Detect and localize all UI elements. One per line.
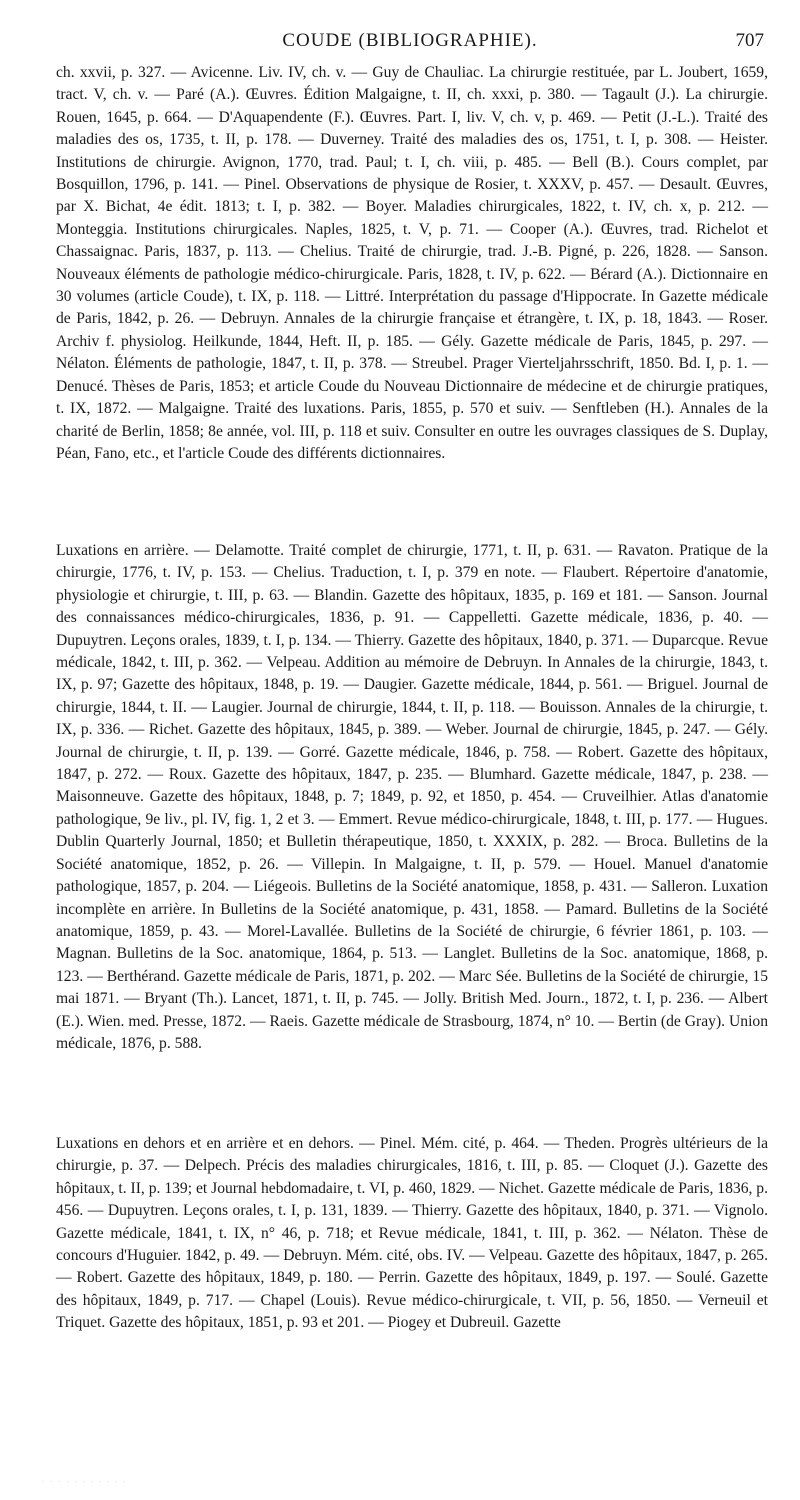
page-number: 707 [735, 30, 764, 51]
scan-artifact-mark: · · · · · · · · · · · [42, 1478, 128, 1486]
bibliography-lateral-dislocations [56, 1133, 768, 1335]
paragraph-luxations-en-arriere: Luxations en arrière. — Delamotte. Traité complet de chirurgie, 1771, t. II, p. 631. — Ravaton. Pratique de la chirurgie, 1776, t. IV, p. 153. — Chelius. Traduction, t. I, p. 379 en note. — Flaubert. Répertoire d'anatomie, physiologie et chirurgie, t. III, p. 63. — Blandin. Gazette des hôpitaux, 1835, p. 169 et 181. — Sanson. Journal des connaissances médico-chirurgicales, 1836, p. 91. — Cappelletti. Gazette médicale, 1836, p. 40. — Dupuytren. Leçons orales, 1839, t. I, p. 134. — Thierry. Gazette des hôpitaux, 1840, p. 371. — Duparcque. Revue médicale, 1842, t. III, p. 362. — Velpeau. Addition au mémoire de Debruyn. In Annales de la chirurgie, 1843, t. IX, p. 97; Gazette des hôpitaux, 1848, p. 19. — Daugier. Gazette médicale, 1844, p. 561. — Briguel. Journal de chirurgie, 1844, t. II. — Laugier. Journal de chirurgie, 1844, t. II, p. 118. — Bouisson. Annales de la chirurgie, t. IX, p. 336. — Richet. Gazette des hôpitaux, 1845, p. 389. — Weber. Journal de chirurgie, 1845, p. 247. — Gély. Journal de chirurgie, t. II, p. 139. — Gorré. Gazette médicale, 1846, p. 758. — Robert. Gazette des hôpitaux, 1847, p. 272. — Roux. Gazette des hôpitaux, 1847, p. 235. — Blumhard. Gazette médicale, 1847, p. 238. — Maisonneuve. Gazette des hôpitaux, 1848, p. 7; 1849, p. 92, et 1850, p. 454. — Cruveilhier. Atlas d'anatomie pathologique, 9e liv., pl. IV, fig. 1, 2 et 3. — Emmert. Revue médico-chirurgicale, 1848, t. III, p. 177. — Hugues. Dublin Quarterly Journal, 1850; et Bulletin thérapeutique, 1850, t. XXXIX, p. 282. — Broca. Bulletins de la Société anatomique, 1852, p. 26. — Villepin. In Malgaigne, t. II, p. 579. — Houel. Manuel d'anatomie pathologique, 1857, p. 204. — Liégeois. Bulletins de la Société anatomique, 1858, p. 431. — Salleron. Luxation incomplète en arrière. In Bulletins de la Société anatomique, p. 431, 1858. — Pamard. Bulletins de la Société anatomique, 1859, p. 43. — Morel-Lavallée. Bulletins de la Société de chirurgie, 6 février 1861, p. 103. — Magnan. Bulletins de la Soc. anatomique, 1864, p. 513. — Langlet. Bulletins de la Soc. anatomique, 1868, p. 123. — Berthérand. Gazette médicale de Paris, 1871, p. 202. — Marc Sée. Bulletins de la Société de chirurgie, 15 mai 1871. — Bryant (Th.). Lancet, 1871, t. II, p. 745. — Jolly. British Med. Journ., 1872, t. I, p. 236. — Albert (E.). Wien. med. Presse, 1872. — Raeis. Gazette médicale de Strasbourg, 1874, n° 10. — Bertin (de Gray). Union médicale, 1876, p. 588. [56, 542, 768, 1052]
paragraph-general-references: ch. xxvii, p. 327. — Avicenne. Liv. IV, ch. v. — Guy de Chauliac. La chirurgie restituée, par L. Joubert, 1659, tract. V, ch. v. — Paré (A.). Œuvres. Édition Malgaigne, t. II, ch. xxxi, p. 380. — Tagault (J.). La chirurgie. Rouen, 1645, p. 664. — D'Aquapendente (F.). Œuvres. Part. I, liv. V, ch. v, p. 469. — Petit (J.-L.). Traité des maladies des os, 1735, t. II, p. 178. — Duverney. Traité des maladies des os, 1751, t. I, p. 308. — Heister. Institutions de chirurgie. Avignon, 1770, trad. Paul; t. I, ch. viii, p. 485. — Bell (B.). Cours complet, par Bosquillon, 1796, p. 141. — Pinel. Observations de physique de Rosier, t. XXXV, p. 457. — Desault. Œuvres, par X. Bichat, 4e édit. 1813; t. I, p. 382. — Boyer. Maladies chirurgicales, 1822, t. IV, ch. x, p. 212. — Monteggia. Institutions chirurgicales. Naples, 1825, t. V, p. 71. — Cooper (A.). Œuvres, trad. Richelot et Chassaignac. Paris, 1837, p. 113. — Chelius. Traité de chirurgie, trad. J.-B. Pigné, p. 226, 1828. — Sanson. Nouveaux éléments de pathologie médico-chirurgicale. Paris, 1828, t. IV, p. 622. — Bérard (A.). Dictionnaire en 30 volumes (article Coude), t. IX, p. 118. — Littré. Interprétation du passage d'Hippocrate. In Gazette médicale de Paris, 1842, p. 26. — Debruyn. Annales de la chirurgie française et étrangère, t. IX, p. 18, 1843. — Roser. Archiv f. physiolog. Heilkunde, 1844, Heft. II, p. 185. — Gély. Gazette médicale de Paris, 1845, p. 297. — Nélaton. Éléments de pathologie, 1847, t. II, p. 378. — Streubel. Prager Vierteljahrsschrift, 1850. Bd. I, p. 1. — Denucé. Thèses de Paris, 1853; et article Coude du Nouveau Dictionnaire de médecine et de chirurgie pratiques, t. IX, 1872. — Malgaigne. Traité des luxations. Paris, 1855, p. 570 et suiv. — Senftleben (H.). Annales de la charité de Berlin, 1858; 8e année, vol. III, p. 118 et suiv. Consulter en outre les ouvrages classiques de S. Duplay, Péan, Fano, etc., et l'article Coude des différents dictionnaires. [56, 64, 768, 462]
paragraph-luxations-en-dehors: Luxations en dehors et en arrière et en dehors. — Pinel. Mém. cité, p. 464. — Theden. Progrès ultérieurs de la chirurgie, p. 37. — Delpech. Précis des maladies chirurgicales, 1816, t. III, p. 85. — Cloquet (J.). Gazette des hôpitaux, t. II, p. 139; et Journal hebdomadaire, t. VI, p. 460, 1829. — Nichet. Gazette médicale de Paris, 1836, p. 456. — Dupuytren. Leçons orales, t. I, p. 131, 1839. — Thierry. Gazette des hôpitaux, 1840, p. 371. — Vignolo. Gazette médicale, 1841, t. IX, n° 46, p. 718; et Revue médicale, 1841, t. III, p. 362. — Nélaton. Thèse de concours d'Huguier. 1842, p. 49. — Debruyn. Mém. cité, obs. IV. — Velpeau. Gazette des hôpitaux, 1847, p. 265. — Robert. Gazette des hôpitaux, 1849, p. 180. — Perrin. Gazette des hôpitaux, 1849, p. 197. — Soulé. Gazette des hôpitaux, 1849, p. 717. — Chapel (Louis). Revue médico-chirurgicale, t. VII, p. 56, 1850. — Verneuil et Triquet. Gazette des hôpitaux, 1851, p. 93 et 201. — Piogey et Dubreuil. Gazette [56, 1135, 768, 1332]
running-title: COUDE (BIBLIOGRAPHIE). [282, 30, 538, 51]
page-header [56, 30, 764, 54]
bibliography-continuation [56, 62, 768, 465]
bibliography-posterior-dislocations [56, 540, 768, 1055]
